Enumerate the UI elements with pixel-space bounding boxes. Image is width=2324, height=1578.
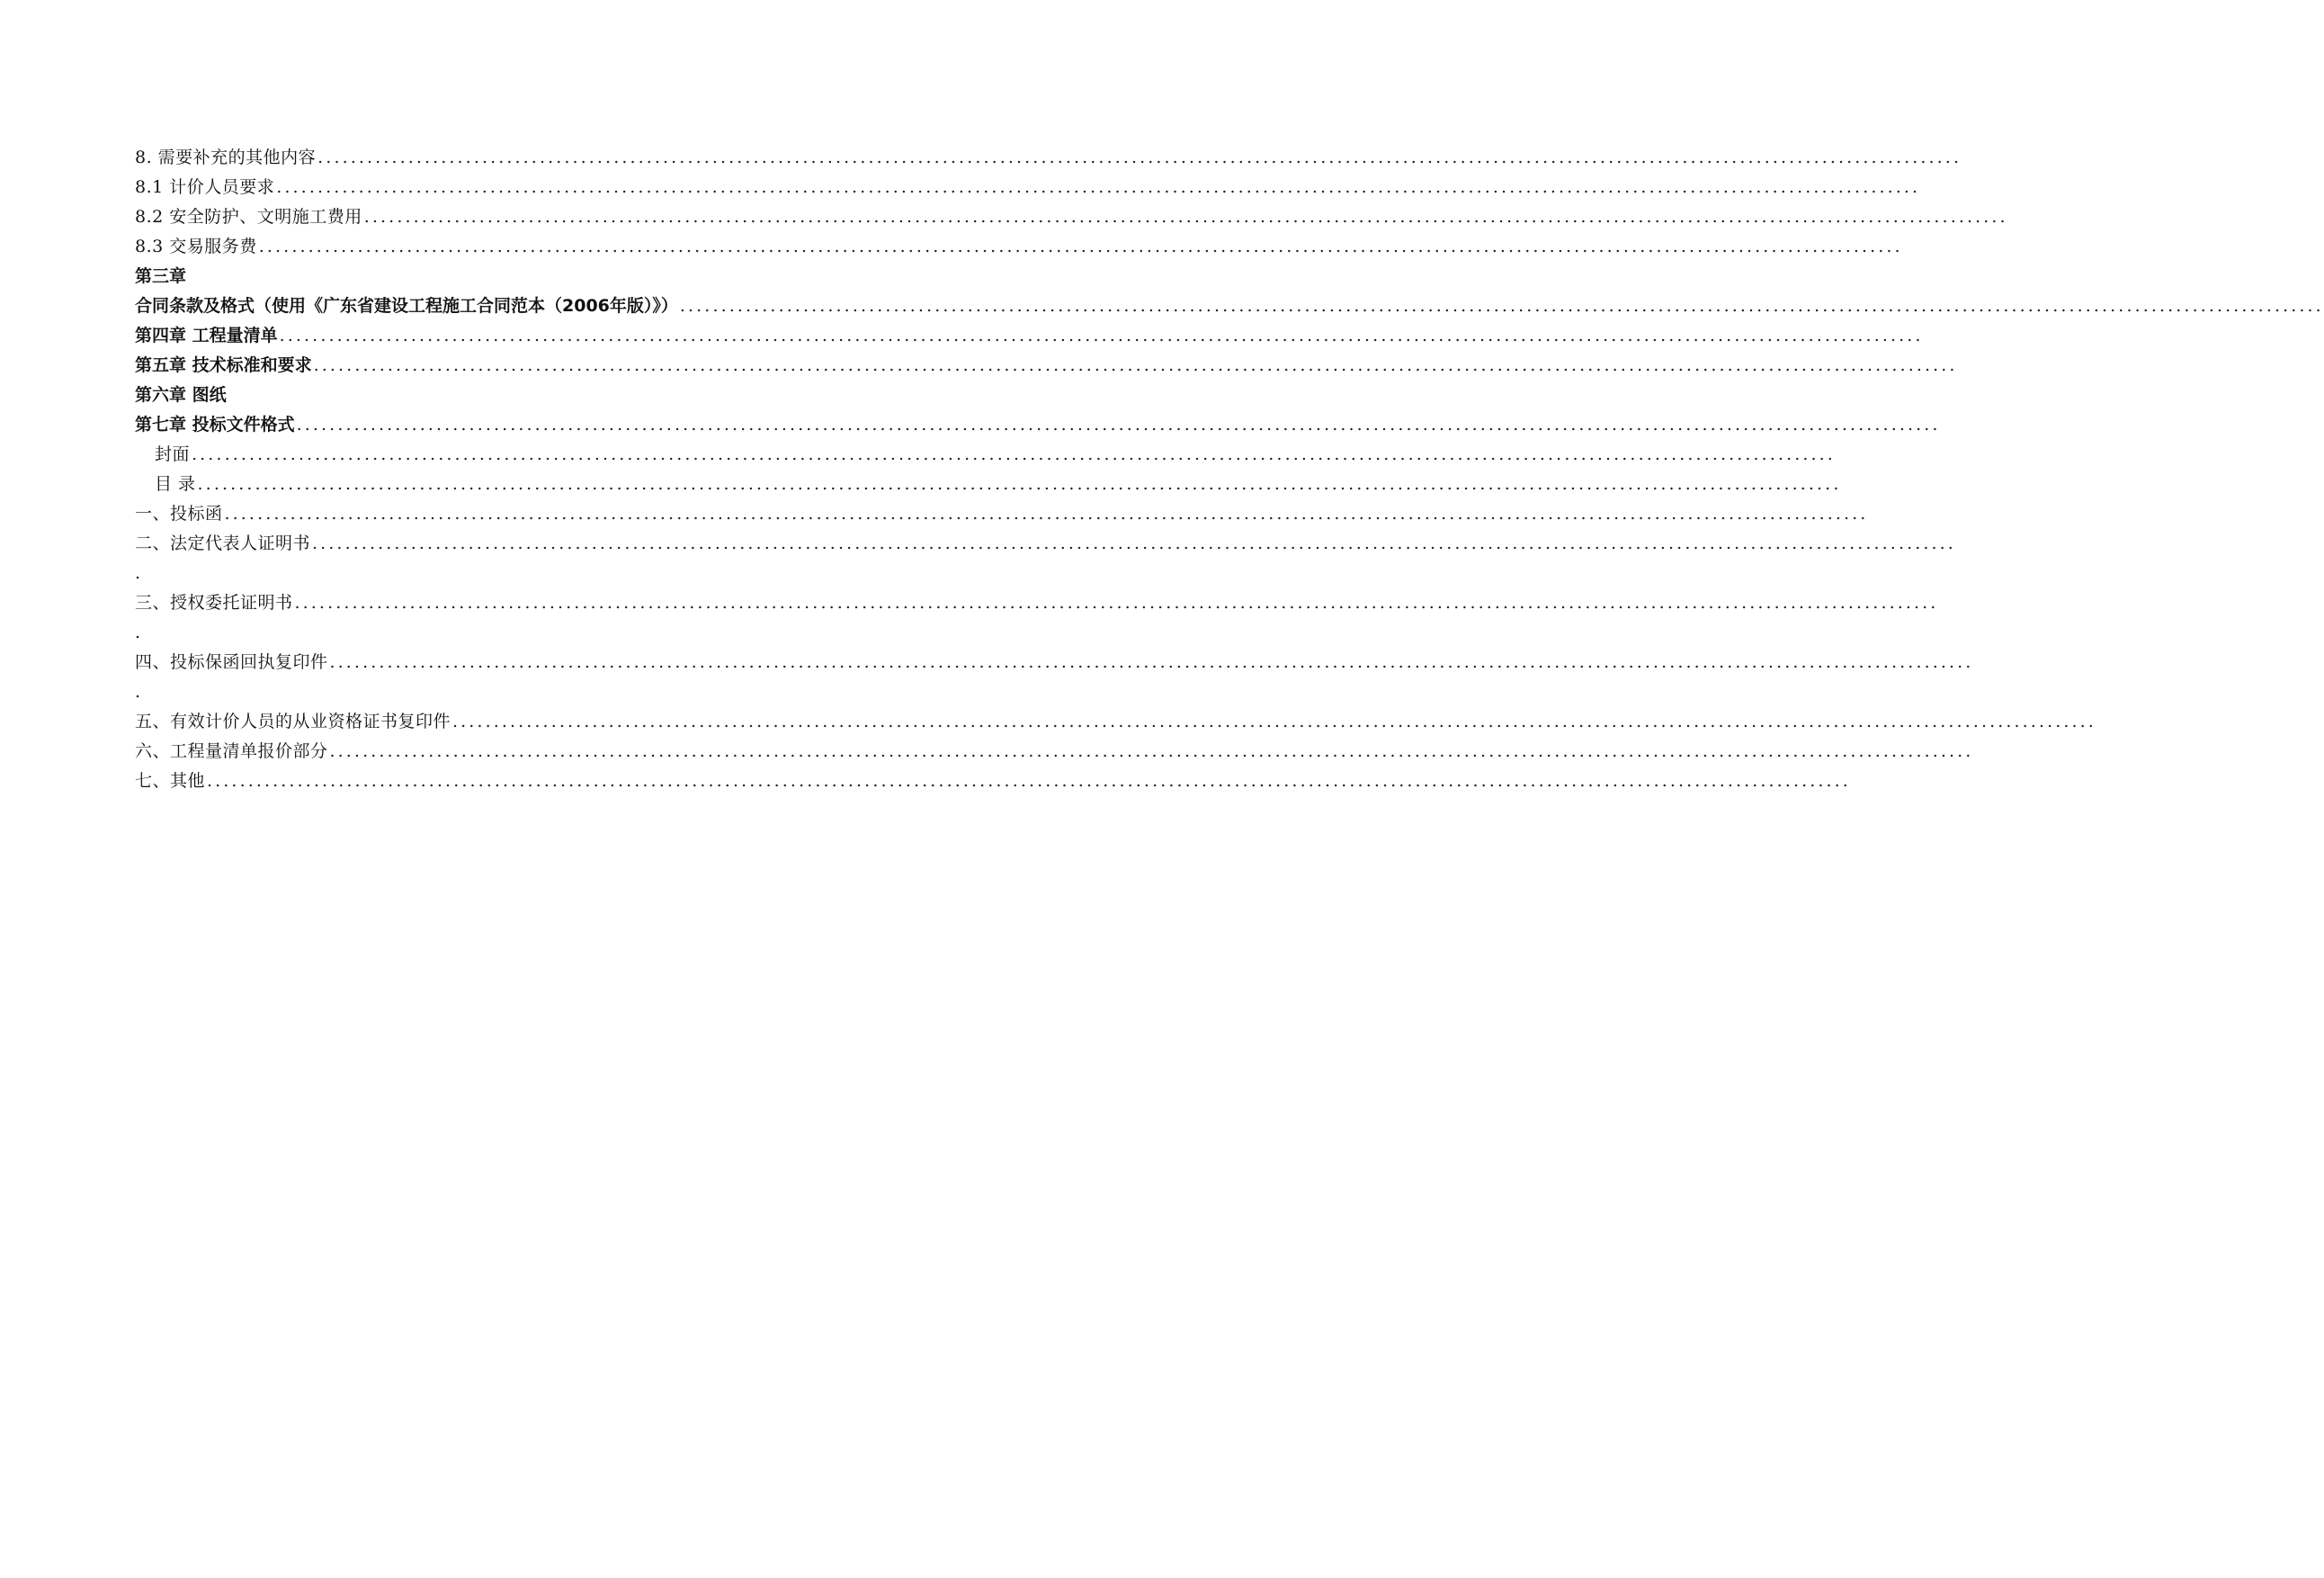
toc-entry-label: 封面 — [155, 444, 191, 464]
toc-entry-label: 8. 需要补充的其他内容 — [135, 148, 317, 167]
toc-entry-label: 三、授权委托证明书 — [135, 593, 293, 613]
toc-entry — [135, 466, 1842, 496]
toc-entry-label: 第七章 投标文件格式 — [135, 415, 295, 435]
toc-entry — [135, 199, 2008, 229]
toc-dot-leader: ........................................................................................................................................................................................................ — [329, 741, 1974, 761]
toc-entry — [135, 169, 1921, 199]
toc-entry-label: 8.3 交易服务费 — [135, 237, 257, 256]
toc-dot-leader: ........................................................................................................................................................................................................ — [276, 177, 1921, 197]
toc-entry — [135, 525, 1956, 555]
toc-dot-leader: ........................................................................................................................................................................................................ — [258, 237, 1903, 256]
toc-dot-leader: ........................................................................................................................................................................................................ — [192, 444, 1836, 464]
table-of-contents — [135, 139, 2324, 793]
toc-dot-leader: ........................................................................................................................................................................................................ — [312, 533, 1956, 553]
toc-entry — [135, 318, 1924, 347]
toc-entry — [135, 139, 1962, 169]
toc-leader-continuation: . — [135, 563, 141, 583]
toc-entry — [135, 763, 1851, 793]
toc-dot-leader: ........................................................................................................................................................................................................ — [294, 593, 1939, 613]
toc-entry-label: 8.2 安全防护、文明施工费用 — [135, 207, 362, 227]
toc-entry-label: 第四章 工程量清单 — [135, 326, 278, 345]
toc-dot-leader: ........................................................................................................................................................................................................ — [452, 712, 2096, 731]
toc-entry-label: 七、其他 — [135, 771, 206, 791]
toc-entry — [135, 229, 1903, 258]
toc-dot-leader: ........................................................................................................................................................................................................ — [296, 415, 1941, 435]
toc-dot-leader: ........................................................................................................................................................................................................ — [224, 504, 1869, 524]
toc-entry-label: 第三章 — [135, 266, 187, 286]
toc-dot-leader: ........................................................................................................................................................................................................ — [197, 474, 1842, 494]
toc-entry-label: 合同条款及格式（使用《广东省建设工程施工合同范本（2006年版）》） — [135, 296, 678, 316]
toc-entry-label: 第五章 技术标准和要求 — [135, 355, 312, 375]
toc-leader-continuation: . — [135, 682, 141, 702]
toc-entry-label: 一、投标函 — [135, 504, 223, 524]
toc-entry — [135, 288, 2324, 318]
toc-entry-label: 四、投标保函回执复印件 — [135, 652, 328, 672]
toc-entry — [135, 733, 1974, 763]
toc-dot-leader: ........................................................................................................................................................................................................ — [313, 355, 1958, 375]
toc-entry — [135, 644, 1974, 674]
toc-entry — [135, 407, 1941, 436]
toc-dot-leader: ........................................................................................................................................................................................................ — [207, 771, 1851, 791]
toc-entry — [135, 585, 1939, 614]
toc-dot-leader: ........................................................................................................................................................................................................ — [317, 148, 1962, 167]
toc-entry — [135, 377, 980, 407]
toc-leader-continuation: . — [135, 623, 141, 642]
toc-entry-label: 目 录 — [155, 474, 196, 494]
toc-dot-leader: ........................................................................................................................................................................................................ — [363, 207, 2008, 227]
toc-entry-label: 8.1 计价人员要求 — [135, 177, 275, 197]
toc-entry-label: 二、法定代表人证明书 — [135, 533, 311, 553]
toc-dot-leader: ........................................................................................................................................................................................................ — [279, 326, 1924, 345]
toc-dot-leader: ........................................................................................................................................................................................................ — [329, 652, 1974, 672]
toc-entry-label: 第六章 图纸 — [135, 385, 227, 405]
toc-entry — [135, 258, 980, 288]
toc-entry-label: 六、工程量清单报价部分 — [135, 741, 328, 761]
toc-entry — [135, 496, 1869, 525]
toc-entry-label: 五、有效计价人员的从业资格证书复印件 — [135, 712, 451, 731]
toc-entry — [135, 347, 1958, 377]
toc-entry — [135, 436, 1836, 466]
toc-entry — [135, 704, 2096, 733]
toc-dot-leader: ........................................................................................................................................................................................................ — [679, 296, 2324, 316]
